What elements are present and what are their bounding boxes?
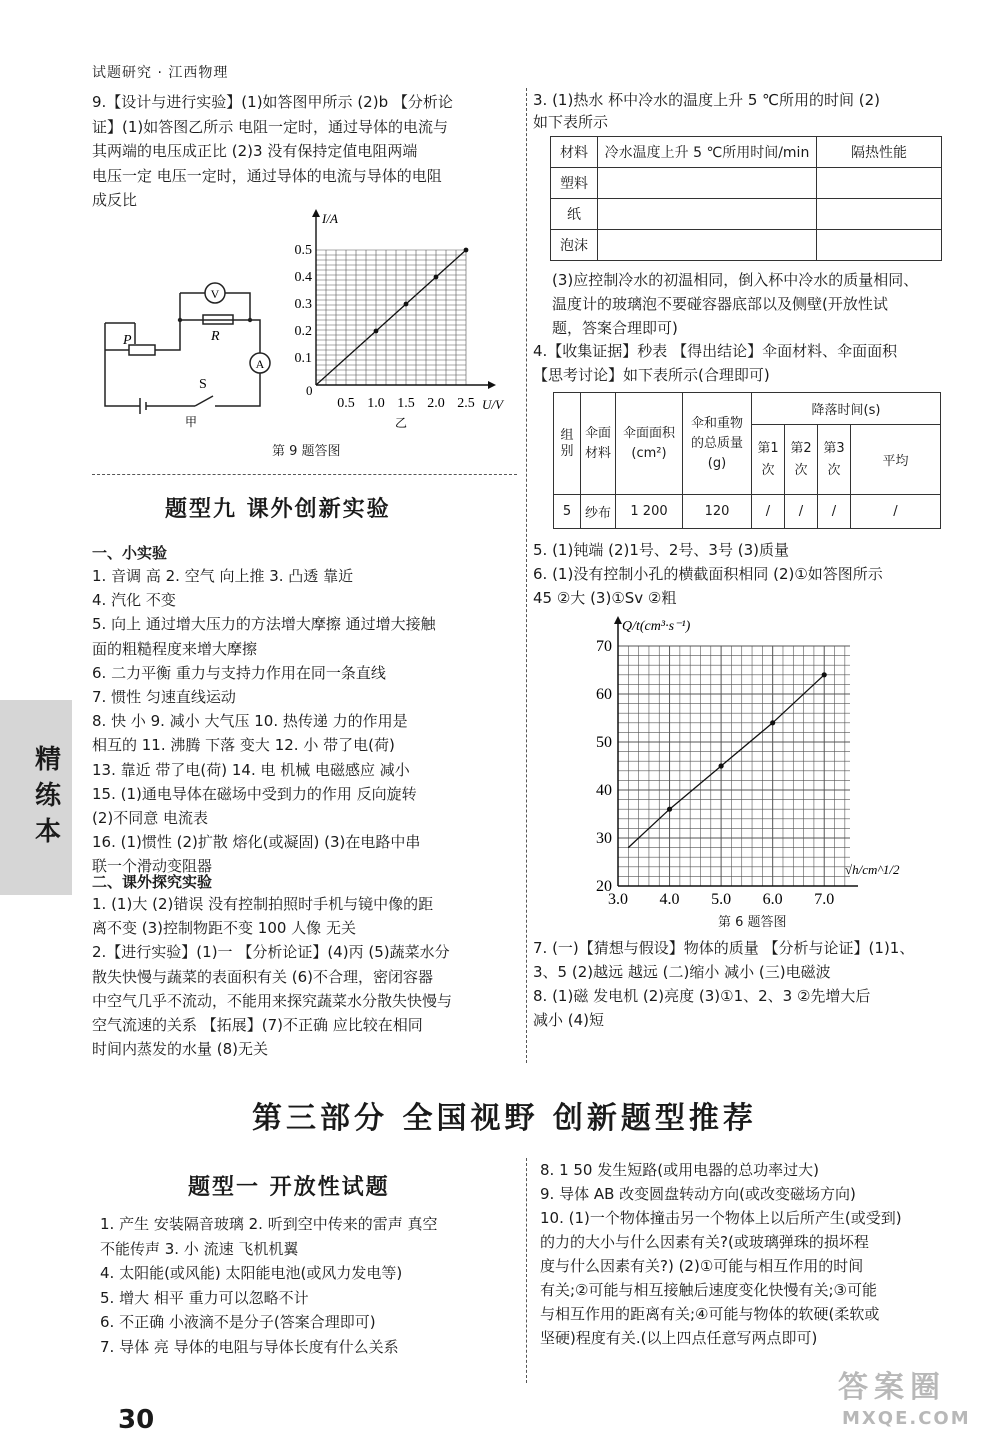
switch-label: S [199,377,207,392]
x-tick-label: 3.0 [608,891,628,908]
answer-line: 7. 导体 亮 导体的电阻与导体长度有什么关系 [100,1337,399,1356]
answer-line: 7. (一)【猜想与假设】物体的质量 【分析与论证】(1)1、 [533,939,915,957]
table-header: 组别 [554,393,581,495]
sidebar-char: 练 [34,781,61,811]
y-axis-arrow [614,616,622,624]
data-point [374,329,379,334]
answer-line: 3、5 (2)越远 越远 (二)缩小 减小 (三)电磁波 [533,963,831,981]
answer-line: 3. (1)热水 杯中冷水的温度上升 5 ℃所用的时间 (2) [533,91,881,109]
ammeter-label: A [255,357,265,371]
y-tick-label: 0.5 [294,243,312,258]
x-tick-label: 2.0 [427,396,445,411]
rheostat-label: P [123,333,132,348]
y-tick-label: 20 [596,878,612,895]
answer-line: 题，答案合理即可) [552,319,678,337]
answer-line: 成反比 [92,191,138,209]
answer-line: 1. (1)大 (2)错误 没有控制拍照时手机与镜中像的距 [92,895,434,913]
subsection-heading: 一、小实验 [92,544,168,562]
table-cell: 120 [683,495,752,529]
answer-line: 散失快慢与蔬菜的表面积有关 (6)不合理，密闭容器 [92,967,434,986]
y-tick-label: 50 [596,734,612,751]
x-tick-label: 2.5 [457,396,475,411]
answer-line: 如下表所示 [533,113,609,131]
answer-line: (3)应控制冷水的初温相同，倒入杯中冷水的质量相同、 [552,271,919,289]
table-cell: / [752,495,785,529]
y-tick-label: 0.4 [294,270,312,285]
data-point [404,302,409,307]
y-axis-arrow [312,209,320,217]
section-divider [92,474,517,475]
watermark-top: 答案圈 [838,1370,946,1405]
table-header: 隔热性能 [817,137,942,168]
part3-title: 第三部分 全国视野 创新题型推荐 [252,1101,757,1136]
table-header: 冷水温度上升 5 ℃所用时间/min [598,137,817,168]
table-header: 第3次 [818,425,851,495]
answer-line: 9.【设计与进行实验】(1)如答图甲所示 (2)b 【分析论 [92,93,453,111]
answer-line: 1. 音调 高 2. 空气 向上推 3. 凸透 靠近 [92,567,354,585]
q5-line: 5. (1)钝端 (2)1号、2号、3号 (3)质量 [533,541,789,559]
answer-line: (2)不同意 电流表 [92,809,209,827]
answer-line: 温度计的玻璃泡不要碰容器底部以及侧壁(开放性试 [552,295,888,313]
answer-line: 度与什么因素有关?) (2)①可能与相互作用的时间 [540,1257,864,1275]
x-tick-label: 1.0 [367,396,385,411]
answer-line: 与相互作用的距离有关;④可能与物体的软硬(柔软或 [540,1305,880,1323]
sidebar-label [30,742,66,850]
answer-line: 4.【收集证据】秒表 【得出结论】伞面材料、伞面面积 [533,342,898,360]
resistor-label: R [211,329,220,344]
y-tick-label: 40 [596,782,612,799]
table-cell: / [785,495,818,529]
answer-line: 10. (1)一个物体撞击另一个物体上以后所产生(或受到) [540,1209,902,1227]
table-cell: 纱布 [581,495,616,529]
table-cell: 1 200 [616,495,683,529]
answer-line: 6. 二力平衡 重力与支持力作用在同一条直线 [92,663,386,682]
chart-sublabel: 乙 [394,416,408,430]
answer-line: 15. (1)通电导体在磁场中受到力的作用 反向旋转 [92,784,417,803]
answer-line: 有关;②可能与相互接触后速度变化快慢有关;③可能 [540,1281,878,1299]
watermark-bottom: MXQE.COM [842,1408,971,1429]
x-tick-label: 5.0 [711,891,732,908]
answer-line: 1. 产生 安装隔音玻璃 2. 听到空中传来的雷声 真空 [100,1215,438,1233]
answer-line: 7. 惯性 匀速直线运动 [92,688,236,706]
x-tick-label: 4.0 [659,891,680,908]
section9-title: 题型九 课外创新实验 [165,497,391,522]
x-axis-arrow [488,381,496,389]
x-tick-label: 7.0 [814,891,835,908]
y-axis-label: Q/t(cm³·s⁻¹) [622,619,691,634]
voltmeter-label: V [210,287,220,301]
answer-line: 4. 汽化 不变 [92,591,176,610]
subsection-heading: 二、课外探究实验 [92,873,213,891]
fig6-caption: 第 6 题答图 [718,915,787,930]
table-header: 伞面面积(cm²) [616,393,683,495]
table-header: 平均 [851,425,941,495]
answer-line: 8. 快 小 9. 减小 大气压 10. 热传递 力的作用是 [92,712,408,731]
x-axis-label: U/V [482,397,503,412]
table-header: 伞和重物的总质量(g) [683,393,752,495]
answer-line: 2.【进行实验】(1)一 【分析论证】(4)丙 (5)蔬菜水分 [92,943,450,962]
answer-line: 电压一定 电压一定时，通过导体的电流与导体的电阻 [92,166,442,185]
y-tick-label: 0.3 [294,297,312,312]
answer-line: 不能传声 3. 小 流速 飞机机翼 [100,1239,299,1258]
table-header: 降落时间(s) [752,393,941,425]
origin-label: 0 [306,383,313,398]
part3-section1-title: 题型一 开放性试题 [188,1175,390,1200]
answer-line: 4. 太阳能(或风能) 太阳能电池(或风力发电等) [100,1264,403,1282]
circuit-sublabel: 甲 [185,415,198,428]
answer-line: 联一个滑动变阻器 [92,857,213,876]
answer-line: 的力的大小与什么因素有关?(或玻璃弹珠的损坏程 [540,1233,869,1251]
answer-line: 9. 导体 AB 改变圆盘转动方向(或改变磁场方向) [540,1185,856,1203]
flow-chart [585,610,935,912]
answer-line: 5. 向上 通过增大压力的方法增大摩擦 通过增大接触 [92,615,436,634]
table-cell: 纸 [551,199,598,230]
data-point [719,763,724,768]
x-tick-label: 1.5 [397,396,415,411]
answer-line: 面的粗糙程度来增大摩擦 [92,639,258,658]
answer-line: 时间内蒸发的水量 (8)无关 [92,1040,269,1059]
y-tick-label: 0.1 [294,351,312,366]
answer-line: 坚硬)程度有关.(以上四点任意写两点即可) [540,1329,818,1347]
table-header: 伞面材料 [581,393,616,495]
column-divider [526,88,527,1063]
answer-line: 45 ②大 (3)①Sv ②粗 [533,589,677,607]
x-axis-label: √h/cm^1/2 [845,862,900,877]
answer-line: 6. 不正确 小液滴不是分子(答案合理即可) [100,1313,376,1331]
data-point [464,248,469,253]
x-tick-label: 6.0 [762,891,783,908]
answer-line: 6. (1)没有控制小孔的横截面积相同 (2)①如答图所示 [533,565,883,583]
circuit-diagram [95,278,285,428]
table-cell: 泡沫 [551,230,598,261]
y-tick-label: 60 [596,686,612,703]
x-tick-label: 0.5 [337,396,355,411]
y-tick-label: 30 [596,830,612,847]
table-cell: 塑料 [551,168,598,199]
y-tick-label: 0.2 [294,324,312,339]
data-point [667,807,672,812]
answer-line: 8. 1 50 发生短路(或用电器的总功率过大) [540,1161,819,1179]
answer-line: 8. (1)磁 发电机 (2)亮度 (3)①1、2、3 ②先增大后 [533,987,871,1005]
table-cell: / [818,495,851,529]
answer-line: 其两端的电压成正比 (2)3 没有保持定值电阻两端 [92,142,418,160]
answer-line: 减小 (4)短 [533,1011,605,1029]
column-divider-bottom [526,1158,527,1383]
answer-line: 空气流速的关系 【拓展】(7)不正确 应比较在相同 [92,1016,423,1034]
running-header: 试题研究 · 江西物理 [92,65,229,81]
table-cell: / [851,495,941,529]
table-header: 第1次 [752,425,785,495]
page-number: 30 [118,1405,155,1435]
fig9-caption: 第 9 题答图 [272,444,341,459]
table-q3 [550,136,942,261]
sidebar-char: 精 [34,745,61,775]
y-tick-label: 70 [596,638,612,655]
answer-line: 16. (1)惯性 (2)扩散 熔化(或凝固) (3)在电路中串 [92,833,421,852]
table-cell: 5 [554,495,581,529]
y-axis-label: I/A [322,211,338,226]
sidebar-char: 本 [34,817,61,847]
answer-line: 中空气几乎不流动，不能用来探究蔬菜水分散失快慢与 [92,991,453,1010]
answer-line: 证】(1)如答图乙所示 电阻一定时，通过导体的电流与 [92,117,449,136]
table-header: 材料 [551,137,598,168]
data-point [770,720,775,725]
answer-line: 13. 靠近 带了电(荷) 14. 电 机械 电磁感应 减小 [92,760,410,779]
table-header: 第2次 [785,425,818,495]
answer-line: 【思考讨论】如下表所示(合理即可) [533,366,770,384]
answer-line: 5. 增大 相平 重力可以忽略不计 [100,1288,309,1307]
data-point [434,275,439,280]
data-point [822,672,827,677]
answer-line: 离不变 (3)控制物距不变 100 人像 无关 [92,919,356,938]
table-q4 [553,392,941,529]
answer-line: 相互的 11. 沸腾 下落 变大 12. 小 带了电(荷) [92,736,395,755]
iu-chart [283,205,518,435]
